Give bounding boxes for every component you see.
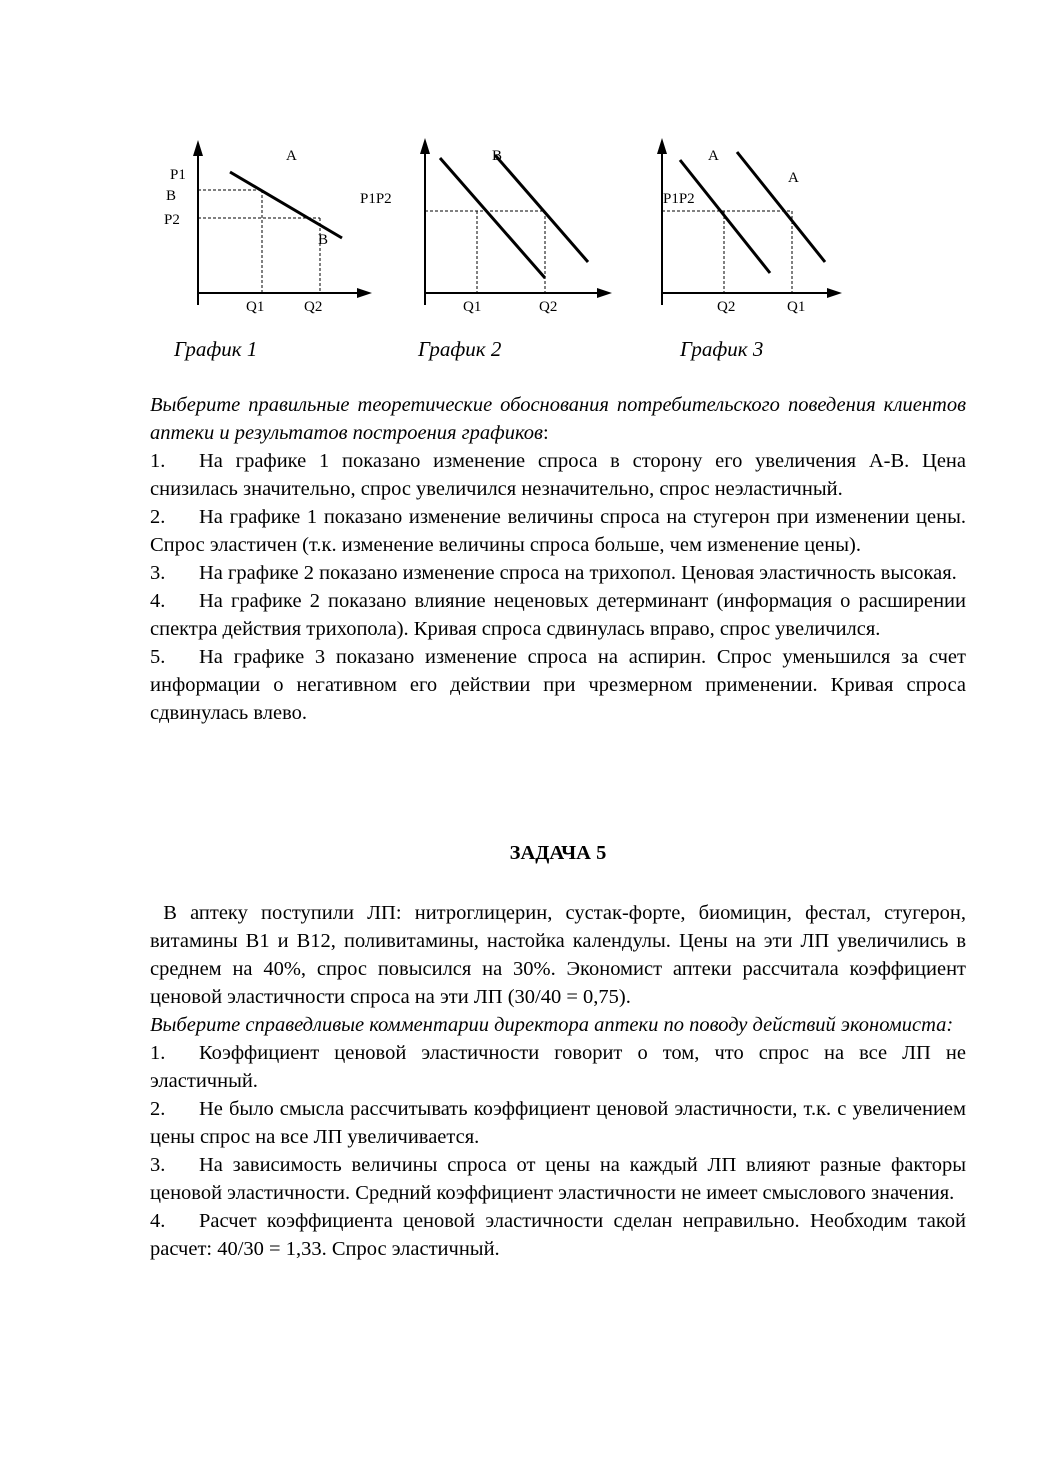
list-item xyxy=(150,1039,966,1095)
label-a: A xyxy=(286,148,297,164)
label-b: B xyxy=(492,148,503,164)
label-p1: P1 xyxy=(170,167,186,183)
prompt-line: действий экономиста: xyxy=(752,1014,954,1036)
list-item xyxy=(150,503,966,559)
item-line: Коэффициент ценовой эластичности говорит о том, что спрос на все ЛП xyxy=(199,1042,931,1064)
section-2-intro xyxy=(150,899,972,1011)
list-item xyxy=(150,643,966,727)
prompt-line: поведения клиентов аптеки и результатов построения графиков xyxy=(150,394,966,444)
prompt-colon: : xyxy=(542,422,549,444)
item-number: 3. xyxy=(150,562,166,584)
item-line: эластичность высокая. xyxy=(759,562,957,584)
item-line: факторы ценовой эластичности. Средний коэффициент эластичности не xyxy=(150,1154,967,1204)
intro-line: (30/40 = 0,75). xyxy=(507,986,631,1008)
item-number: 2. xyxy=(150,506,166,528)
item-line: На графике 1 показано изменение величины спроса на стугерон при xyxy=(199,506,809,528)
item-line: Кривая спроса сдвинулась влево. xyxy=(150,674,966,724)
item-number: 4. xyxy=(150,1210,166,1232)
label-a-old: A xyxy=(788,170,799,186)
item-line: На графике 1 показано изменение спроса в сторону его увеличения А-В. xyxy=(199,450,910,472)
item-line: Необходим такой расчет: 40/30 = 1,33. Спрос эластичный. xyxy=(150,1210,966,1260)
label-q2: Q2 xyxy=(304,299,323,315)
item-number: 1. xyxy=(150,450,166,472)
item-line: имеет смыслового значения. xyxy=(706,1182,955,1204)
graph-1-caption: График 1 xyxy=(174,337,258,361)
list-item xyxy=(150,447,966,503)
item-number: 4. xyxy=(150,590,166,612)
graph-2 xyxy=(355,130,615,320)
item-line: На графике 2 показано влияние неценовых детерминант (информация о xyxy=(199,590,851,612)
item-line: Цена снизилась значительно, спрос увеличился незначительно, спрос xyxy=(150,450,966,500)
item-line: Расчет коэффициента ценовой эластичности сделан неправильно. xyxy=(199,1210,800,1232)
prompt-line: Выберите правильные теоретические обоснования потребительского xyxy=(150,394,780,416)
item-line: изменении цены. Спрос эластичен (т.к. изменение величины спроса больше, xyxy=(150,506,966,556)
label-a-new: A xyxy=(708,148,719,164)
label-q1: Q1 xyxy=(246,299,265,315)
section-2 xyxy=(150,899,972,1263)
item-line: неэластичный. xyxy=(714,478,843,500)
demand-curve xyxy=(230,172,342,238)
label-q1: Q1 xyxy=(463,299,482,315)
label-b-axis: B xyxy=(166,188,177,204)
list-item xyxy=(150,587,966,643)
y-axis-arrow xyxy=(657,138,667,154)
item-line: На зависимость величины спроса от цены на каждый ЛП влияют разные xyxy=(199,1154,882,1176)
label-q1: Q1 xyxy=(787,299,806,315)
item-line: чем изменение цены). xyxy=(669,534,861,556)
item-line: Не было смысла рассчитывать коэффициент ценовой эластичности, т.к. с xyxy=(199,1098,847,1120)
x-axis-arrow xyxy=(597,288,612,298)
label-p2: P2 xyxy=(164,212,180,228)
item-number: 1. xyxy=(150,1042,166,1064)
item-line: На графике 2 показано изменение спроса на трихопол. Ценовая xyxy=(199,562,755,584)
item-line: за счет информации о негативном его действии при чрезмерном применении. xyxy=(150,646,966,696)
graph-3 xyxy=(620,130,850,320)
item-line: не эластичный. xyxy=(150,1042,966,1092)
list-item xyxy=(150,559,966,587)
graph-3-caption: График 3 xyxy=(680,337,764,361)
graph-1 xyxy=(150,130,380,320)
section-heading: ЗАДАЧА 5 xyxy=(509,842,607,864)
intro-line: В аптеку поступили ЛП: нитроглицерин, сустак-форте, биомицин, фестал, xyxy=(150,902,871,924)
intro-line: стугерон, витамины В1 и В12, поливитамины, настойка календулы. Цены на xyxy=(150,902,972,952)
section-1 xyxy=(150,391,966,727)
label-b: B xyxy=(318,232,329,248)
list-item xyxy=(150,1207,966,1263)
item-line: расширении спектра действия трихопола). Кривая спроса сдвинулась вправо, xyxy=(150,590,966,640)
intro-line: аптеки рассчитала коэффициент ценовой эластичности спроса на эти ЛП xyxy=(150,958,972,1008)
intro-line: эти ЛП увеличились в среднем на 40%, спрос повысился на 30%. Экономист xyxy=(150,930,972,980)
list-item xyxy=(150,1151,966,1207)
prompt-line: Выберите справедливые комментарии директора аптеки по поводу xyxy=(150,1014,748,1036)
graph-2-caption: График 2 xyxy=(418,337,502,361)
item-line: На графике 3 показано изменение спроса на аспирин. Спрос уменьшился xyxy=(199,646,891,668)
label-p1p2: P1P2 xyxy=(360,191,392,207)
demand-curve-old xyxy=(737,152,825,262)
demand-curve-2 xyxy=(495,155,588,262)
list-item xyxy=(150,1095,966,1151)
x-axis-arrow xyxy=(827,288,842,298)
item-number: 3. xyxy=(150,1154,166,1176)
item-number: 5. xyxy=(150,646,166,668)
label-p1p2: P1P2 xyxy=(663,191,695,207)
demand-curve-1 xyxy=(440,158,545,278)
label-q2: Q2 xyxy=(717,299,736,315)
item-number: 2. xyxy=(150,1098,166,1120)
item-line: увеличением цены спрос на все ЛП увеличивается. xyxy=(150,1098,966,1148)
label-q2: Q2 xyxy=(539,299,558,315)
y-axis-arrow xyxy=(420,138,430,154)
y-axis-arrow xyxy=(193,140,203,156)
item-line: спрос увеличился. xyxy=(719,618,881,640)
section-2-prompt xyxy=(150,1011,966,1039)
section-1-prompt xyxy=(150,391,966,447)
